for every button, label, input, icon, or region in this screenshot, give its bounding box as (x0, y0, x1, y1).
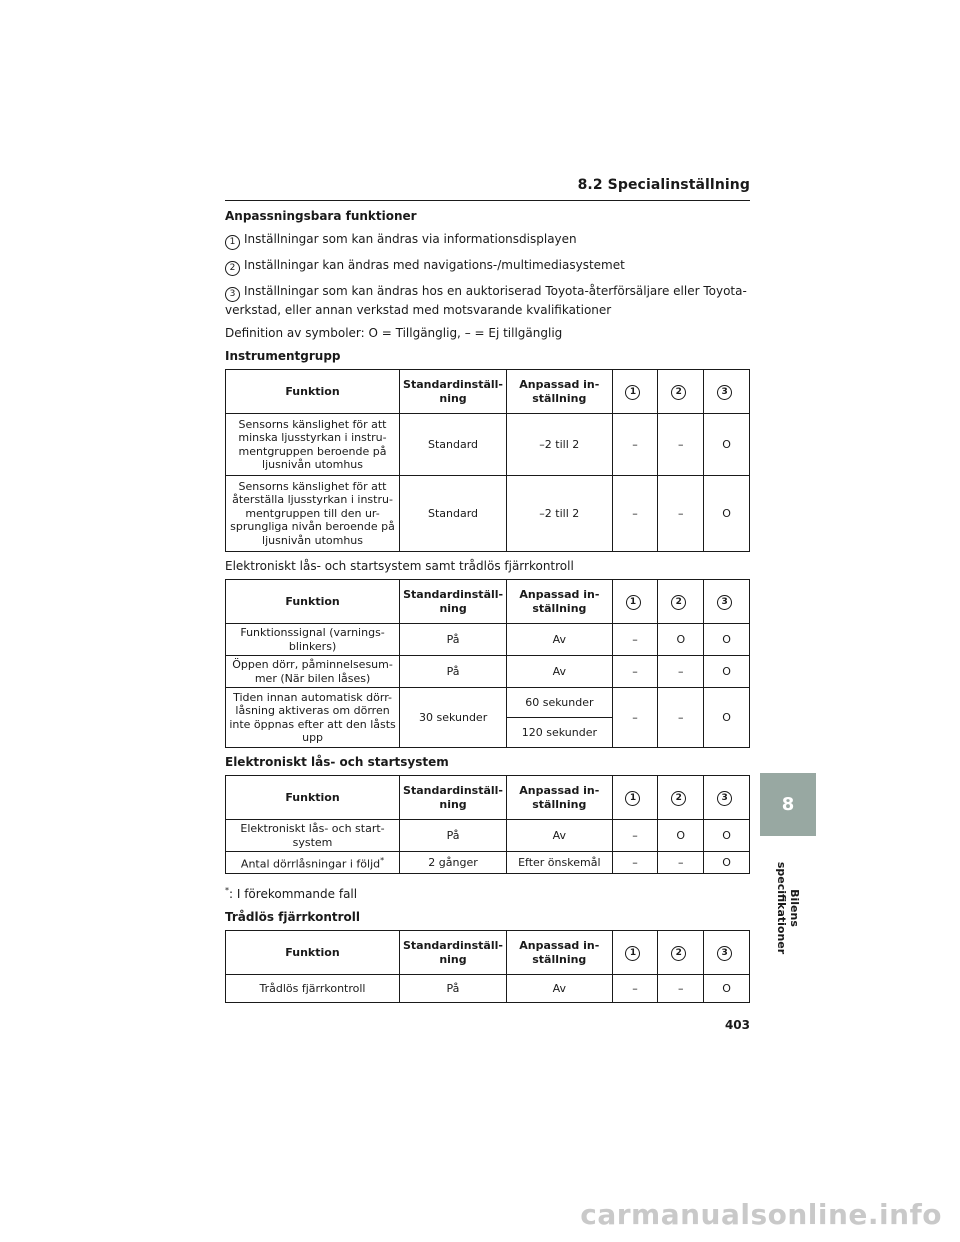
table-row (226, 975, 750, 1003)
intro-heading: Anpassningsbara funktioner (225, 209, 417, 223)
cell-funktion: Tiden innan automatisk dörr-låsning aktiveras om dörren inte öppnas efter att den låsts upp (226, 688, 400, 748)
section-heading: Instrumentgrupp (225, 349, 341, 363)
section-heading: Elektroniskt lås- och startsystem samt trådlös fjärrkontroll (225, 559, 574, 573)
col-header-funktion: Funktion (226, 776, 400, 820)
table-header-row (226, 931, 750, 975)
circle-2-icon: 2 (671, 595, 686, 610)
cell-standard: På (400, 656, 507, 688)
cell-2: – (658, 688, 704, 748)
col-header-funktion: Funktion (226, 931, 400, 975)
col-header-1 (612, 370, 658, 414)
cell-anpassad: –2 till 2 (507, 476, 613, 552)
table-row (226, 624, 750, 656)
cell-1: – (612, 688, 658, 748)
cell-1: – (612, 820, 658, 852)
cell-standard: På (400, 820, 507, 852)
col-header-1 (612, 931, 658, 975)
table-row (226, 820, 750, 852)
col-header-1 (612, 776, 658, 820)
cell-anpassad: 120 sekunder (507, 718, 613, 748)
page-number: 403 (724, 1018, 750, 1032)
cell-anpassad: Av (507, 656, 613, 688)
cell-2: – (658, 852, 704, 874)
cell-2: O (658, 624, 704, 656)
intro-item-3 (225, 283, 750, 318)
col-header-2 (658, 931, 704, 975)
col-header-anpassad: Anpassad in-ställning (507, 580, 613, 624)
circle-2-icon: 2 (671, 791, 686, 806)
chapter-tab: 8 (760, 773, 816, 836)
col-header-anpassad: Anpassad in-ställning (507, 776, 613, 820)
col-header-2 (658, 370, 704, 414)
circle-1-icon: 1 (626, 595, 641, 610)
intro-item-text: Inställningar som kan ändras hos en auktoriserad Toyota-återförsäljare eller Toyota-verkstad, eller annan verkstad med motsvarande kvalifikationer (225, 284, 747, 317)
circle-3-icon: 3 (717, 595, 732, 610)
section-title: 8.2 Specialinställning (577, 177, 750, 193)
footnote-ref: * (380, 856, 385, 865)
cell-funktion: Funktionssignal (varnings-blinkers) (226, 624, 400, 656)
cell-funktion: Sensorns känslighet för att minska ljusstyrkan i instru-mentgruppen beroende på ljusnivån utomhus (226, 414, 400, 476)
intro-item-2 (225, 257, 750, 276)
col-header-anpassad: Anpassad in-ställning (506, 931, 612, 975)
circle-2-icon: 2 (671, 385, 686, 400)
cell-anpassad: Av (507, 820, 613, 852)
cell-standard: 30 sekunder (400, 688, 507, 748)
table-row (226, 414, 750, 476)
cell-funktion: Elektroniskt lås- och start-system (226, 820, 400, 852)
cell-3: O (704, 476, 750, 552)
col-header-standard: Standardinställ-ning (400, 370, 507, 414)
table-header-row (226, 776, 750, 820)
col-header-3 (704, 931, 750, 975)
col-header-standard: Standardinställ-ning (399, 931, 506, 975)
section-heading: Elektroniskt lås- och startsystem (225, 755, 449, 769)
cell-3: O (704, 975, 750, 1003)
col-header-2 (658, 776, 704, 820)
cell-standard: 2 gånger (400, 852, 507, 874)
cell-3: O (704, 852, 750, 874)
cell-2: – (658, 414, 704, 476)
footnote-mark: * (225, 886, 229, 896)
cell-funktion: Trådlös fjärrkontroll (226, 975, 400, 1003)
col-header-anpassad: Anpassad in-ställning (507, 370, 613, 414)
cell-standard: På (400, 624, 507, 656)
intro-item-text: Inställningar kan ändras med navigations-/multimediasystemet (244, 258, 625, 272)
col-header-3 (704, 776, 750, 820)
cell-funktion: Öppen dörr, påminnelsesum-mer (När bilen låses) (226, 656, 400, 688)
chapter-label: Bilens specifikationer (775, 861, 801, 955)
cell-1: – (612, 852, 658, 874)
circle-1-icon: 1 (225, 235, 240, 250)
cell-1: – (612, 975, 658, 1003)
cell-1: – (612, 624, 658, 656)
cell-anpassad: Av (506, 975, 612, 1003)
cell-3: O (704, 820, 750, 852)
circle-3-icon: 3 (717, 385, 732, 400)
watermark: carmanualsonline.info (580, 1198, 942, 1231)
cell-1: – (612, 656, 658, 688)
cell-funktion-text: Antal dörrlåsningar i följd (240, 857, 381, 871)
col-header-standard: Standardinställ-ning (400, 776, 507, 820)
circle-3-icon: 3 (717, 791, 732, 806)
cell-2: O (658, 820, 704, 852)
col-header-1 (612, 580, 658, 624)
circle-1-icon: 1 (625, 791, 640, 806)
circle-3-icon: 3 (225, 287, 240, 302)
symbol-definition: Definition av symboler: O = Tillgänglig, – = Ej tillgänglig (225, 326, 563, 340)
settings-table-lassystem (225, 775, 750, 874)
table-row (226, 656, 750, 688)
footnote (225, 883, 750, 902)
settings-table-fjarrkontroll (225, 930, 750, 1003)
section-heading: Trådlös fjärrkontroll (225, 910, 360, 925)
cell-anpassad: –2 till 2 (507, 414, 613, 476)
cell-1: – (612, 476, 658, 552)
cell-2: – (658, 656, 704, 688)
col-header-funktion: Funktion (226, 370, 400, 414)
settings-table-lassystem-fjarrkontroll (225, 579, 750, 748)
page-content (225, 208, 750, 1009)
circle-2-icon: 2 (225, 261, 240, 276)
cell-standard: Standard (400, 476, 507, 552)
circle-2-icon: 2 (671, 946, 686, 961)
col-header-funktion: Funktion (226, 580, 400, 624)
cell-standard: Standard (400, 414, 507, 476)
intro-item-text: Inställningar som kan ändras via informationsdisplayen (244, 232, 577, 246)
table-row (226, 688, 750, 718)
cell-2: – (658, 975, 704, 1003)
col-header-standard: Standardinställ-ning (400, 580, 507, 624)
circle-1-icon: 1 (625, 946, 640, 961)
intro-item-1 (225, 231, 750, 250)
cell-3: O (704, 414, 750, 476)
settings-table-instrumentgrupp (225, 369, 750, 552)
cell-2: – (658, 476, 704, 552)
cell-1: – (612, 414, 658, 476)
table-row (226, 852, 750, 874)
footnote-text: : I förekommande fall (229, 887, 358, 902)
table-row (226, 476, 750, 552)
col-header-3 (704, 580, 750, 624)
circle-3-icon: 3 (717, 946, 732, 961)
cell-anpassad: Efter önskemål (507, 852, 613, 874)
cell-3: O (704, 656, 750, 688)
cell-anpassad: 60 sekunder (507, 688, 613, 718)
table-header-row (226, 370, 750, 414)
col-header-2 (658, 580, 704, 624)
circle-1-icon: 1 (625, 385, 640, 400)
page-header (225, 176, 750, 201)
cell-standard: På (399, 975, 506, 1003)
cell-funktion: Sensorns känslighet för att återställa ljusstyrkan i instru-mentgruppen till den ur-sprungliga nivån beroende på ljusnivån utomhus (226, 476, 400, 552)
cell-anpassad: Av (507, 624, 613, 656)
cell-funktion (226, 852, 400, 874)
col-header-3 (704, 370, 750, 414)
cell-3: O (704, 624, 750, 656)
cell-3: O (704, 688, 750, 748)
table-header-row (226, 580, 750, 624)
